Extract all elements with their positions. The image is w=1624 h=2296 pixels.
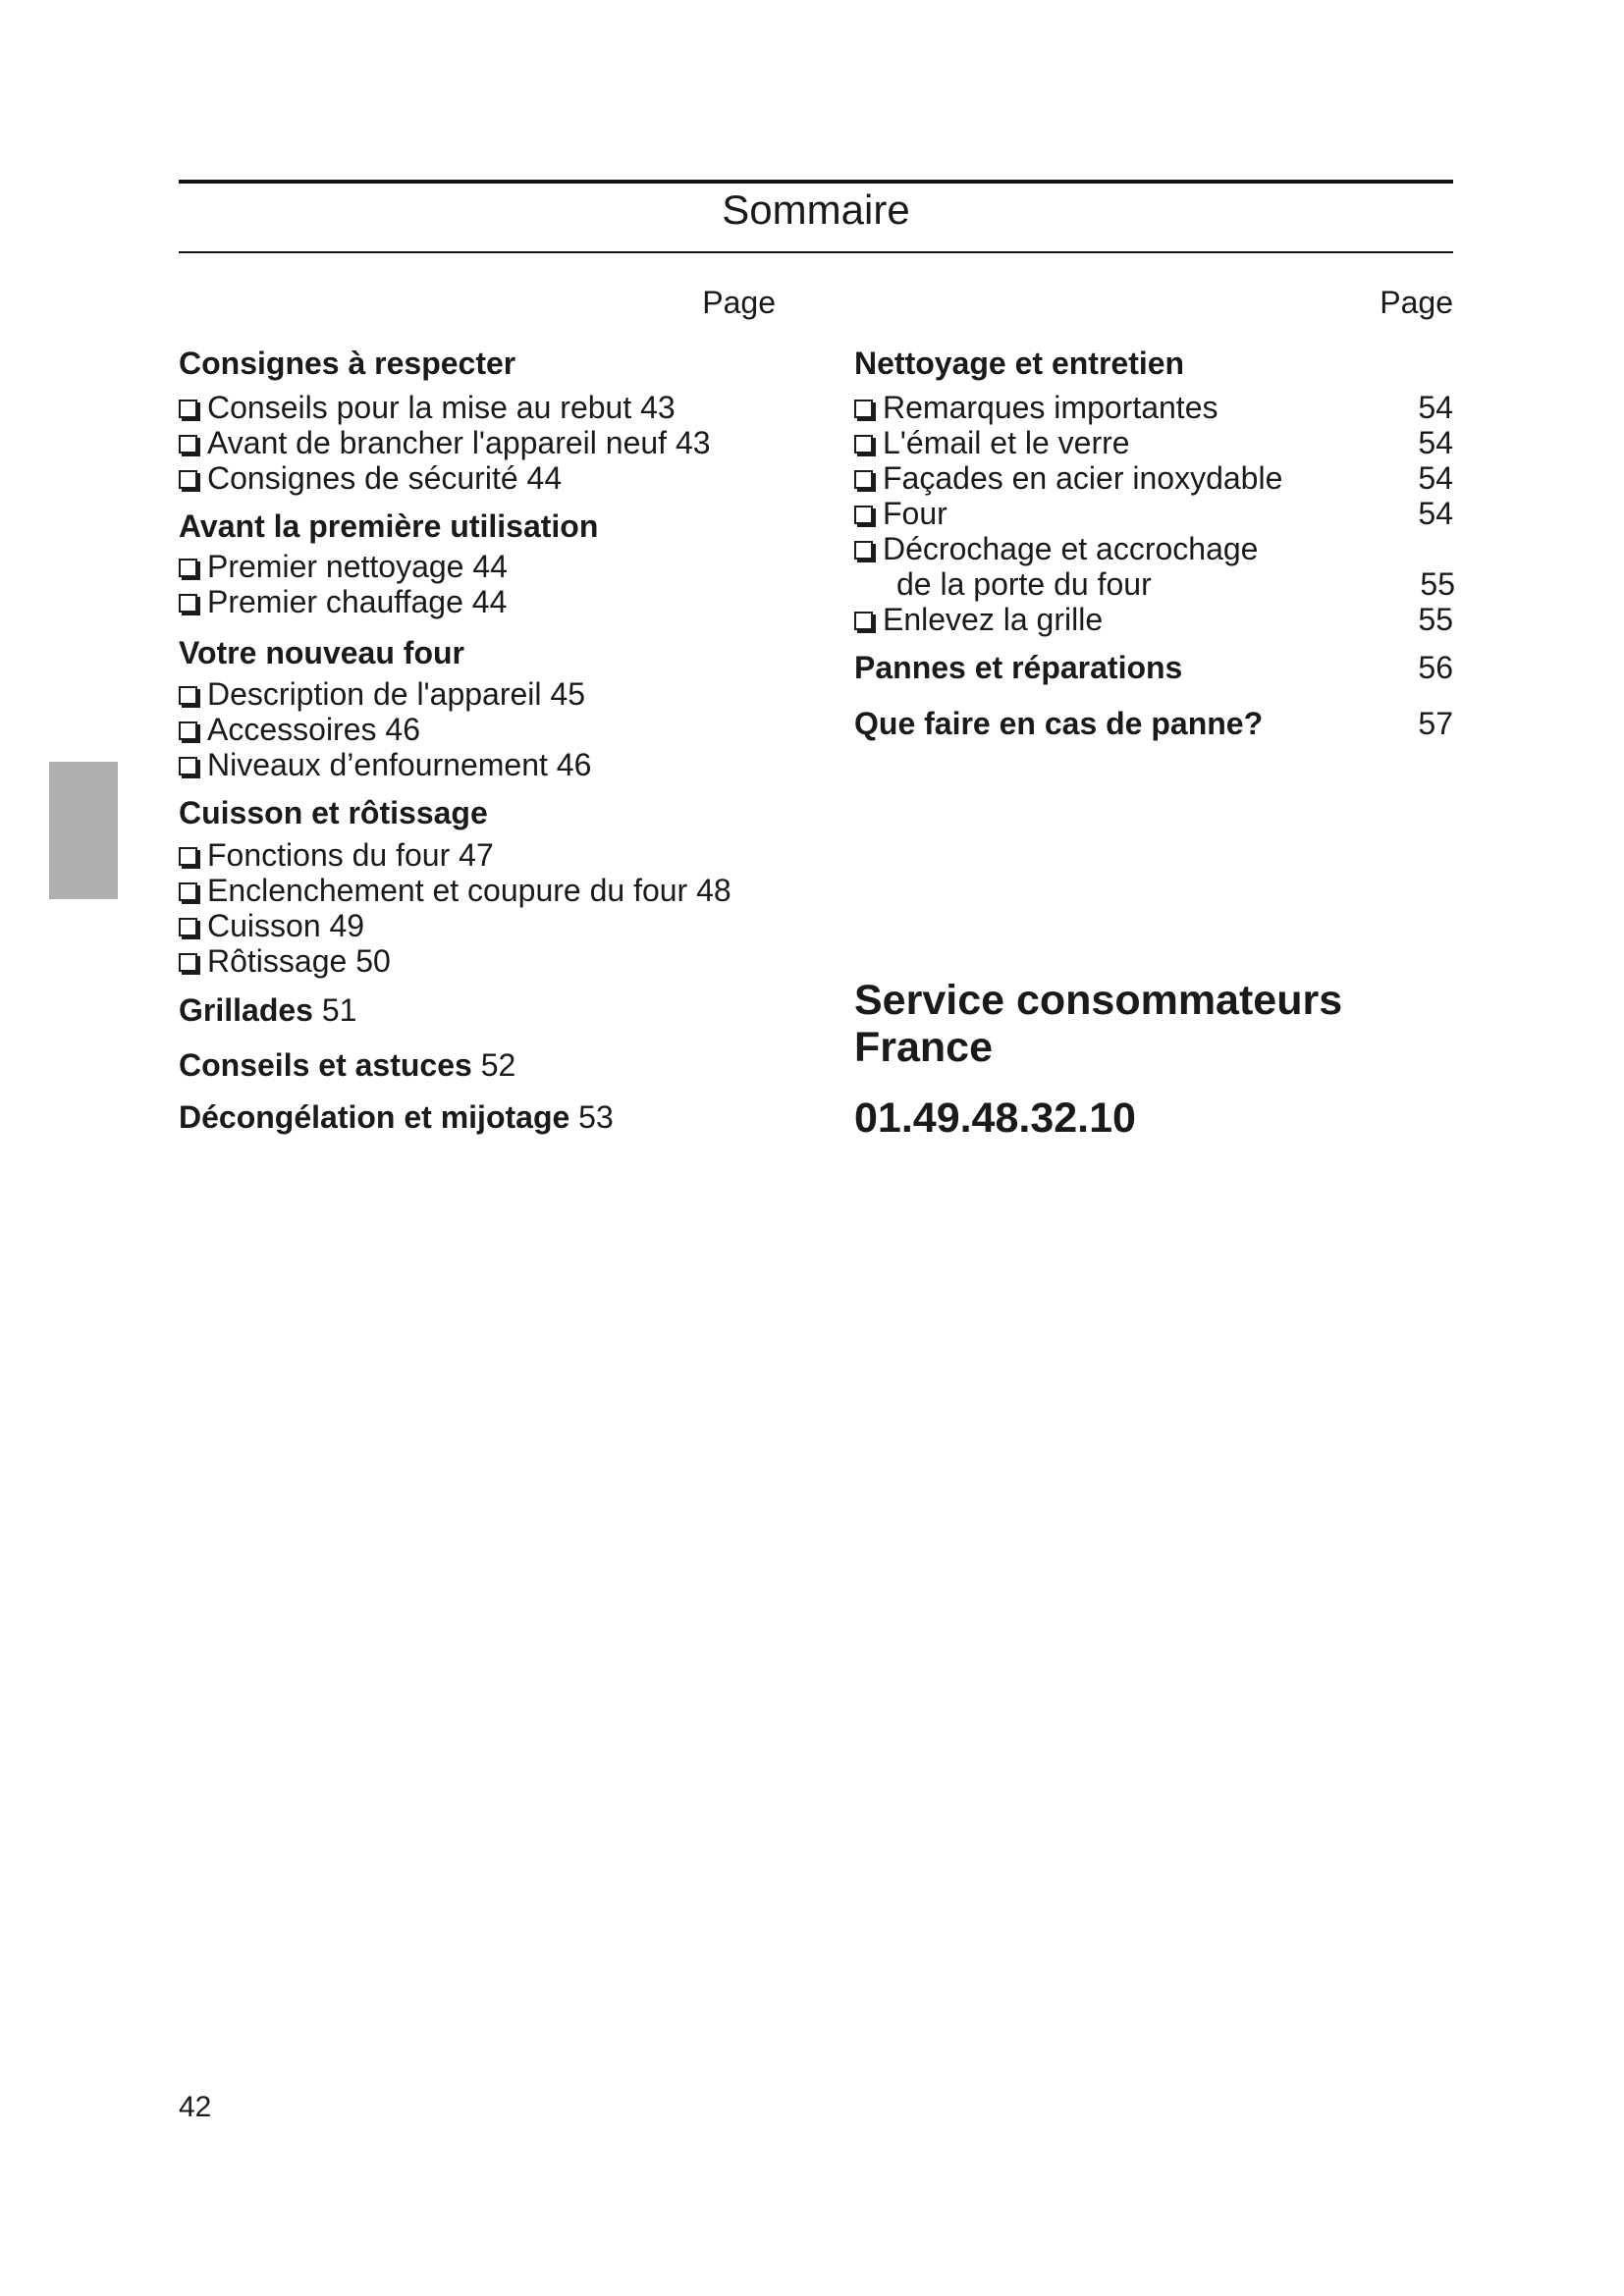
toc-item: Accessoires 46 [179, 712, 420, 748]
toc-page-number: 54 [1418, 460, 1453, 496]
checkbox-bullet-icon [179, 400, 197, 418]
toc-item: Façades en acier inoxydable [854, 460, 1282, 497]
toc-item: Consignes de sécurité 44 [179, 460, 562, 497]
toc-heading: Consignes à respecter [179, 346, 516, 381]
toc-item: Décrochage et accrochage [854, 531, 1258, 567]
toc-heading: Cuisson et rôtissage [179, 795, 488, 830]
checkbox-bullet-icon [179, 721, 197, 740]
service-phone: 01.49.48.32.10 [854, 1095, 1136, 1142]
bottom-rule [179, 251, 1453, 253]
toc-item: Remarques importantes [854, 390, 1218, 426]
toc-item: Four [854, 496, 947, 532]
toc-page-number: 56 [1418, 650, 1453, 685]
left-page-header: Page [702, 285, 776, 320]
toc-page-number: 54 [1418, 390, 1453, 425]
toc-heading-pannes: Pannes et réparations [854, 650, 1183, 685]
toc-heading: Avant la première utilisation [179, 508, 599, 544]
toc-item-continuation: de la porte du four [896, 566, 1152, 602]
toc-item: Premier chauffage 44 [179, 584, 507, 620]
toc-item: Description de l'appareil 45 [179, 676, 585, 713]
page-number: 42 [179, 2091, 212, 2123]
toc-item: Rôtissage 50 [179, 943, 391, 980]
checkbox-bullet-icon [179, 594, 197, 613]
toc-item: Fonctions du four 47 [179, 837, 494, 874]
toc-page-number: 55 [1420, 566, 1455, 602]
checkbox-bullet-icon [854, 506, 873, 524]
toc-heading-grillades: Grillades 51 [179, 992, 357, 1028]
service-heading: Service consommateurs France [854, 977, 1343, 1071]
toc-item: Enlevez la grille [854, 602, 1103, 638]
top-rule [179, 180, 1453, 184]
checkbox-bullet-icon [854, 541, 873, 560]
toc-item: Premier nettoyage 44 [179, 549, 508, 585]
checkbox-bullet-icon [179, 847, 197, 866]
right-page-header: Page [1380, 285, 1453, 320]
toc-heading-decongelation: Décongélation et mijotage 53 [179, 1099, 614, 1135]
toc-item: Conseils pour la mise au rebut 43 [179, 390, 676, 426]
toc-item: Enclenchement et coupure du four 48 [179, 873, 731, 909]
toc-page-number: 54 [1418, 496, 1453, 531]
toc-heading-conseils: Conseils et astuces 52 [179, 1047, 516, 1083]
toc-item: Avant de brancher l'appareil neuf 43 [179, 425, 711, 461]
checkbox-bullet-icon [854, 470, 873, 489]
toc-page-number: 55 [1418, 602, 1453, 637]
checkbox-bullet-icon [179, 559, 197, 577]
toc-item: L'émail et le verre [854, 425, 1130, 461]
checkbox-bullet-icon [179, 435, 197, 454]
page-title: Sommaire [722, 187, 910, 233]
toc-heading: Votre nouveau four [179, 635, 464, 670]
checkbox-bullet-icon [179, 757, 197, 775]
checkbox-bullet-icon [854, 400, 873, 418]
checkbox-bullet-icon [179, 470, 197, 489]
checkbox-bullet-icon [179, 953, 197, 972]
checkbox-bullet-icon [179, 686, 197, 705]
toc-item: Niveaux d’enfournement 46 [179, 747, 591, 783]
toc-page-number: 54 [1418, 425, 1453, 460]
checkbox-bullet-icon [854, 612, 873, 630]
toc-item: Cuisson 49 [179, 908, 364, 944]
checkbox-bullet-icon [179, 918, 197, 936]
checkbox-bullet-icon [854, 435, 873, 454]
toc-heading-que-faire: Que faire en cas de panne? [854, 706, 1264, 741]
checkbox-bullet-icon [179, 882, 197, 901]
toc-heading: Nettoyage et entretien [854, 346, 1185, 381]
toc-page-number: 57 [1418, 706, 1453, 741]
side-tab-marker [49, 762, 118, 899]
